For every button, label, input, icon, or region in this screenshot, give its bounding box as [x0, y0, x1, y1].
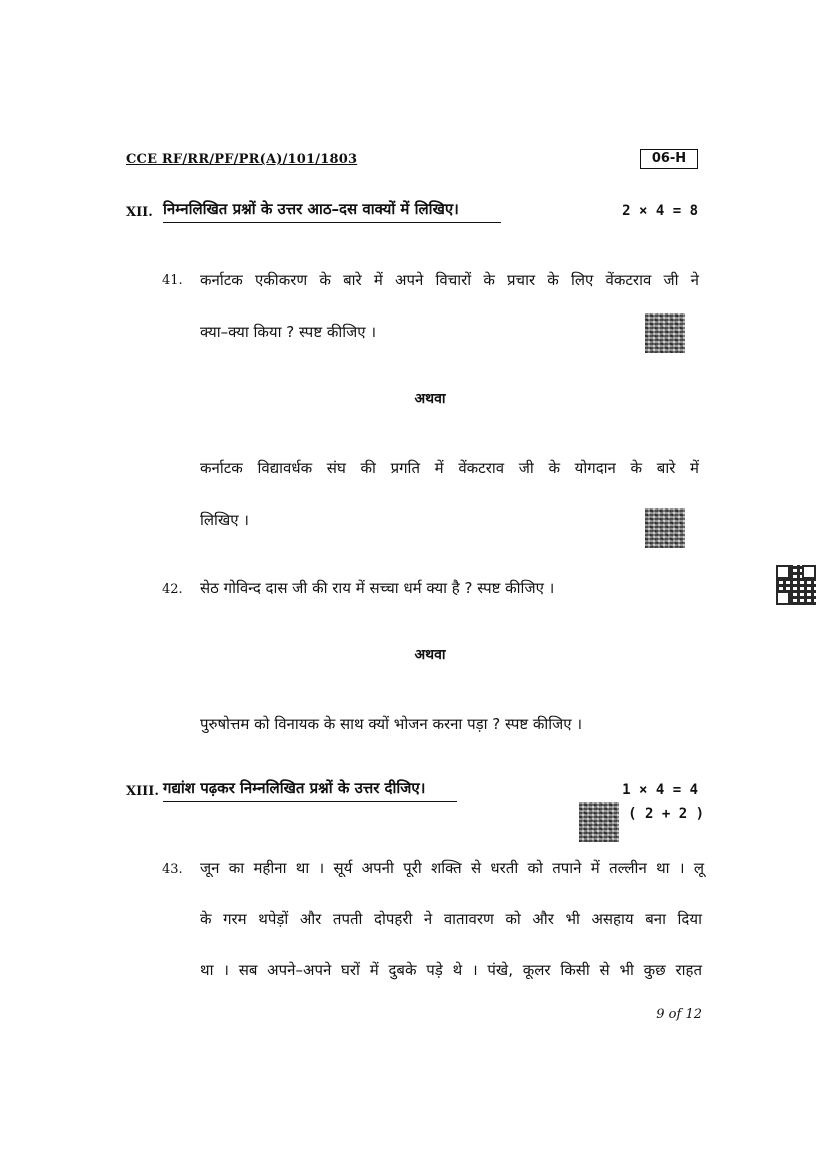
paper-code-header: CCE RF/RR/PF/PR(A)/101/1803: [126, 152, 358, 167]
or-label: अथवा: [414, 391, 446, 407]
section-marks: 1 × 4 = 4: [622, 782, 698, 798]
question-text: क्या–क्या किया ? स्पष्ट कीजिए ।: [200, 323, 377, 341]
scan-code-image: [579, 802, 619, 842]
passage-text: जून का महीना था । सूर्य अपनी पूरी शक्ति से धरती को तपाने में तल्लीन था । लू: [200, 859, 704, 877]
section-title: गद्यांश पढ़कर निम्नलिखित प्रश्नों के उत्तर दीजिए।: [163, 778, 457, 802]
question-number: 41.: [162, 273, 183, 288]
passage-text: था । सब अपने–अपने घरों में दुबके पड़े थे । पंखे, कूलर किसी से भी कुछ राहत: [200, 961, 702, 979]
passage-text: के गरम थपेड़ों और तपती दोपहरी ने वातावरण को और भी असहाय बना दिया: [200, 910, 702, 928]
question-text: सेठ गोविन्द दास जी की राय में सच्चा धर्म क्या है ? स्पष्ट कीजिए ।: [200, 579, 555, 597]
scan-code-image: [645, 508, 685, 548]
or-label: अथवा: [414, 647, 446, 663]
question-number: 42.: [162, 582, 183, 597]
paper-code-badge: 06-H: [640, 149, 698, 169]
marks-split: ( 2 + 2 ): [628, 806, 704, 822]
question-number: 43.: [162, 862, 183, 877]
section-title: निम्नलिखित प्रश्नों के उत्तर आठ–दस वाक्यों में लिखिए।: [163, 199, 501, 223]
alternate-question-text: कर्नाटक विद्यावर्धक संघ की प्रगति में वेंकटराव जी के योगदान के बारे में: [200, 459, 699, 477]
alternate-question-text: पुरुषोत्तम को विनायक के साथ क्यों भोजन करना पड़ा ? स्पष्ट कीजिए ।: [200, 715, 583, 733]
section-number: XIII.: [126, 784, 159, 799]
scan-code-image: [645, 313, 685, 353]
section-marks: 2 × 4 = 8: [622, 203, 698, 219]
page-number: 9 of 12: [656, 1007, 702, 1022]
section-number: XII.: [126, 205, 153, 220]
alternate-question-text: लिखिए ।: [200, 511, 249, 529]
qr-code-image: [776, 565, 816, 605]
question-text: कर्नाटक एकीकरण के बारे में अपने विचारों के प्रचार के लिए वेंकटराव जी ने: [200, 271, 699, 289]
